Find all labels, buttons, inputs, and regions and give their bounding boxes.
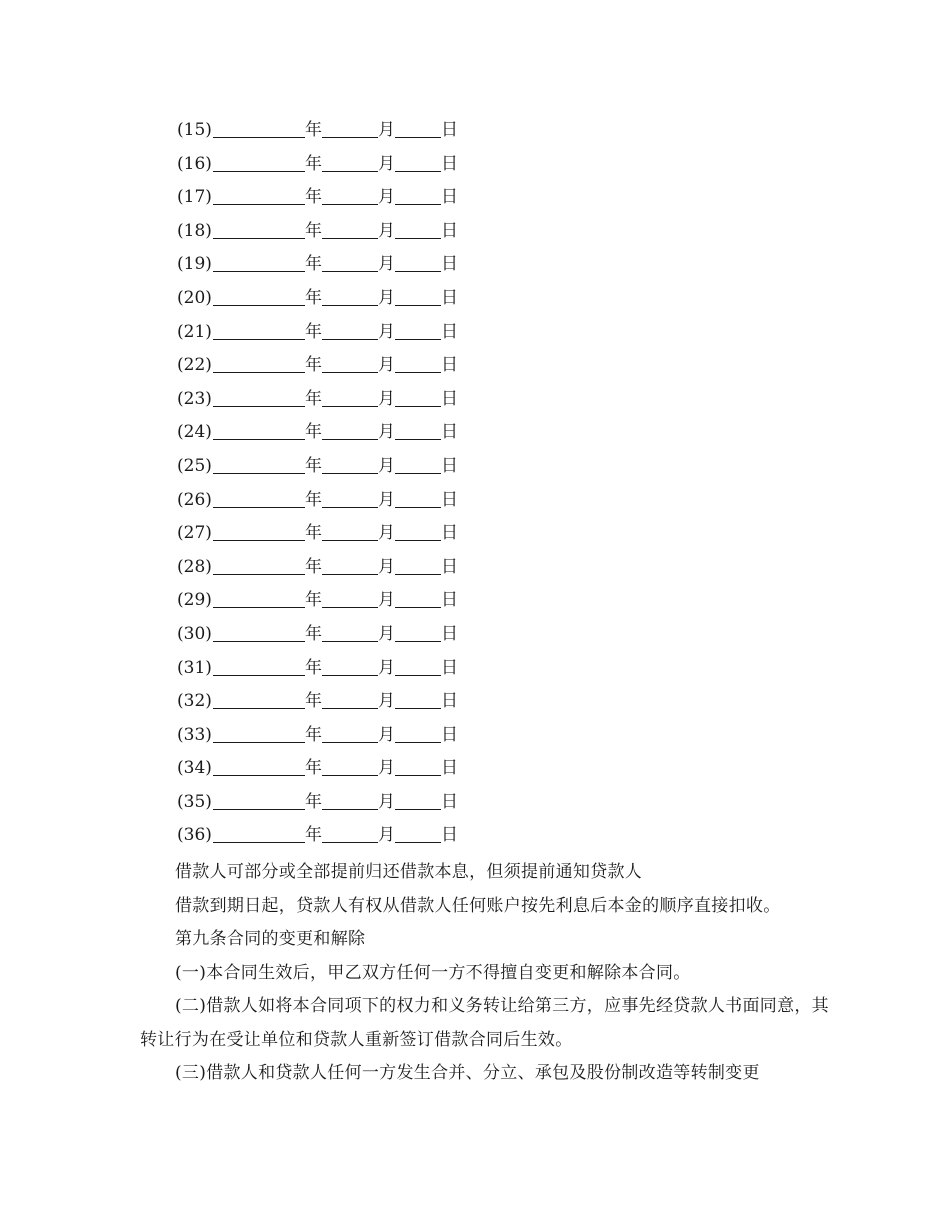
year-label: 年 (305, 455, 322, 476)
day-blank[interactable] (395, 419, 441, 440)
year-blank[interactable] (213, 755, 305, 776)
day-blank[interactable] (395, 319, 441, 340)
month-blank[interactable] (322, 822, 378, 843)
day-blank[interactable] (395, 218, 441, 239)
year-label: 年 (305, 691, 322, 712)
month-blank[interactable] (322, 621, 378, 642)
day-label: 日 (441, 187, 458, 208)
month-label: 月 (378, 220, 395, 241)
day-label: 日 (441, 691, 458, 712)
month-blank[interactable] (322, 587, 378, 608)
year-blank[interactable] (213, 520, 305, 541)
day-blank[interactable] (395, 554, 441, 575)
row-number: (25) (177, 455, 212, 476)
day-blank[interactable] (395, 151, 441, 172)
section-heading-article-9: 第九条合同的变更和解除 (175, 929, 366, 949)
month-label: 月 (378, 120, 395, 140)
month-blank[interactable] (322, 688, 378, 709)
month-blank[interactable] (322, 386, 378, 407)
row-number: (16) (177, 153, 212, 174)
row-number: (17) (177, 187, 212, 208)
year-label: 年 (305, 355, 322, 376)
year-blank[interactable] (213, 688, 305, 709)
day-blank[interactable] (395, 722, 441, 743)
month-label: 月 (378, 758, 395, 779)
day-label: 日 (441, 321, 458, 342)
year-label: 年 (305, 791, 322, 812)
month-blank[interactable] (322, 184, 378, 205)
row-number: (15) (177, 120, 212, 140)
paragraph-clause-1: (一)本合同生效后，甲乙双方任何一方不得擅自变更和解除本合同。 (175, 962, 691, 983)
month-label: 月 (378, 355, 395, 376)
year-label: 年 (305, 287, 322, 308)
month-blank[interactable] (322, 285, 378, 306)
date-row (177, 554, 458, 588)
year-label: 年 (305, 825, 322, 846)
year-blank[interactable] (213, 117, 305, 138)
paragraph-clause-2: (二)借款人如将本合同项下的权力和义务转让给第三方，应事先经贷款人书面同意，其转让行为在受让单位和贷款人重新签订借款合同后生效。 (140, 996, 829, 1050)
day-label: 日 (441, 657, 458, 678)
day-blank[interactable] (395, 755, 441, 776)
day-label: 日 (441, 355, 458, 376)
date-row (177, 184, 458, 218)
row-number: (28) (177, 556, 212, 577)
month-label: 月 (378, 187, 395, 208)
day-blank[interactable] (395, 789, 441, 810)
year-blank[interactable] (213, 587, 305, 608)
day-label: 日 (441, 120, 458, 140)
row-number: (35) (177, 791, 212, 812)
year-blank[interactable] (213, 218, 305, 239)
month-label: 月 (378, 724, 395, 745)
repayment-date-list (177, 117, 458, 856)
day-label: 日 (441, 791, 458, 812)
date-row (177, 352, 458, 386)
year-blank[interactable] (213, 453, 305, 474)
year-blank[interactable] (213, 722, 305, 743)
year-blank[interactable] (213, 789, 305, 810)
paragraph-maturity-deduction: 借款到期日起，贷款人有权从借款人任何账户按先利息后本金的顺序直接扣收。 (175, 895, 781, 916)
date-row (177, 822, 458, 856)
month-label: 月 (378, 623, 395, 644)
day-label: 日 (441, 590, 458, 611)
day-blank[interactable] (395, 453, 441, 474)
date-row (177, 453, 458, 487)
row-number: (33) (177, 724, 212, 745)
row-number: (36) (177, 825, 212, 846)
year-blank[interactable] (213, 419, 305, 440)
year-label: 年 (305, 590, 322, 611)
month-blank[interactable] (322, 319, 378, 340)
date-row (177, 117, 458, 151)
day-label: 日 (441, 623, 458, 644)
date-row (177, 218, 458, 252)
month-blank[interactable] (322, 755, 378, 776)
date-row (177, 251, 458, 285)
date-row (177, 151, 458, 185)
month-label: 月 (378, 287, 395, 308)
row-number: (30) (177, 623, 212, 644)
month-blank[interactable] (322, 117, 378, 138)
day-blank[interactable] (395, 655, 441, 676)
row-number: (20) (177, 287, 212, 308)
year-label: 年 (305, 187, 322, 208)
month-blank[interactable] (322, 655, 378, 676)
month-blank[interactable] (322, 453, 378, 474)
date-row (177, 755, 458, 789)
month-label: 月 (378, 691, 395, 712)
year-label: 年 (305, 153, 322, 174)
day-blank[interactable] (395, 386, 441, 407)
contract-text (140, 856, 830, 1091)
month-label: 月 (378, 590, 395, 611)
date-row (177, 319, 458, 353)
year-label: 年 (305, 489, 322, 510)
day-label: 日 (441, 758, 458, 779)
month-label: 月 (378, 523, 395, 544)
year-blank[interactable] (213, 655, 305, 676)
year-label: 年 (305, 657, 322, 678)
year-label: 年 (305, 758, 322, 779)
date-row (177, 587, 458, 621)
day-label: 日 (441, 220, 458, 241)
row-number: (22) (177, 355, 212, 376)
date-row (177, 789, 458, 823)
day-blank[interactable] (395, 352, 441, 373)
day-label: 日 (441, 287, 458, 308)
year-label: 年 (305, 321, 322, 342)
date-row (177, 655, 458, 689)
year-blank[interactable] (213, 151, 305, 172)
month-blank[interactable] (322, 218, 378, 239)
year-label: 年 (305, 220, 322, 241)
month-label: 月 (378, 153, 395, 174)
month-label: 月 (378, 422, 395, 443)
row-number: (21) (177, 321, 212, 342)
year-blank[interactable] (213, 554, 305, 575)
month-blank[interactable] (322, 352, 378, 373)
year-label: 年 (305, 422, 322, 443)
day-label: 日 (441, 153, 458, 174)
day-label: 日 (441, 455, 458, 476)
day-label: 日 (441, 724, 458, 745)
date-row (177, 419, 458, 453)
day-blank[interactable] (395, 117, 441, 138)
row-number: (26) (177, 489, 212, 510)
year-blank[interactable] (213, 822, 305, 843)
day-blank[interactable] (395, 184, 441, 205)
day-blank[interactable] (395, 621, 441, 642)
year-label: 年 (305, 724, 322, 745)
row-number: (19) (177, 254, 212, 275)
row-number: (27) (177, 523, 212, 544)
year-label: 年 (305, 254, 322, 275)
month-blank[interactable] (322, 554, 378, 575)
day-label: 日 (441, 489, 458, 510)
month-blank[interactable] (322, 487, 378, 508)
date-row (177, 722, 458, 756)
row-number: (29) (177, 590, 212, 611)
year-blank[interactable] (213, 621, 305, 642)
year-label: 年 (305, 523, 322, 544)
day-label: 日 (441, 523, 458, 544)
month-label: 月 (378, 388, 395, 409)
month-label: 月 (378, 321, 395, 342)
month-label: 月 (378, 825, 395, 846)
day-blank[interactable] (395, 587, 441, 608)
year-label: 年 (305, 388, 322, 409)
year-label: 年 (305, 623, 322, 644)
day-blank[interactable] (395, 487, 441, 508)
row-number: (18) (177, 220, 212, 241)
month-label: 月 (378, 455, 395, 476)
day-blank[interactable] (395, 285, 441, 306)
year-blank[interactable] (213, 184, 305, 205)
month-blank[interactable] (322, 722, 378, 743)
row-number: (34) (177, 758, 212, 779)
day-label: 日 (441, 388, 458, 409)
day-label: 日 (441, 556, 458, 577)
date-row (177, 621, 458, 655)
day-label: 日 (441, 254, 458, 275)
month-blank[interactable] (322, 151, 378, 172)
year-blank[interactable] (213, 386, 305, 407)
year-label: 年 (305, 556, 322, 577)
row-number: (23) (177, 388, 212, 409)
month-label: 月 (378, 657, 395, 678)
date-row (177, 520, 458, 554)
month-blank[interactable] (322, 789, 378, 810)
date-row (177, 688, 458, 722)
day-label: 日 (441, 825, 458, 846)
paragraph-clause-3: (三)借款人和贷款人任何一方发生合并、分立、承包及股份制改造等转制变更 (175, 1063, 760, 1083)
day-blank[interactable] (395, 520, 441, 541)
year-blank[interactable] (213, 319, 305, 340)
month-label: 月 (378, 254, 395, 275)
row-number: (32) (177, 691, 212, 712)
day-blank[interactable] (395, 822, 441, 843)
month-blank[interactable] (322, 419, 378, 440)
day-blank[interactable] (395, 251, 441, 272)
year-blank[interactable] (213, 251, 305, 272)
month-label: 月 (378, 556, 395, 577)
row-number: (31) (177, 657, 212, 678)
year-blank[interactable] (213, 352, 305, 373)
year-blank[interactable] (213, 487, 305, 508)
date-row (177, 386, 458, 420)
day-label: 日 (441, 422, 458, 443)
row-number: (24) (177, 422, 212, 443)
month-blank[interactable] (322, 251, 378, 272)
year-blank[interactable] (213, 285, 305, 306)
date-row (177, 487, 458, 521)
day-blank[interactable] (395, 688, 441, 709)
month-label: 月 (378, 791, 395, 812)
month-blank[interactable] (322, 520, 378, 541)
month-label: 月 (378, 489, 395, 510)
paragraph-prepayment: 借款人可部分或全部提前归还借款本息，但须提前通知贷款人 (175, 862, 643, 882)
year-label: 年 (305, 120, 322, 140)
date-row (177, 285, 458, 319)
